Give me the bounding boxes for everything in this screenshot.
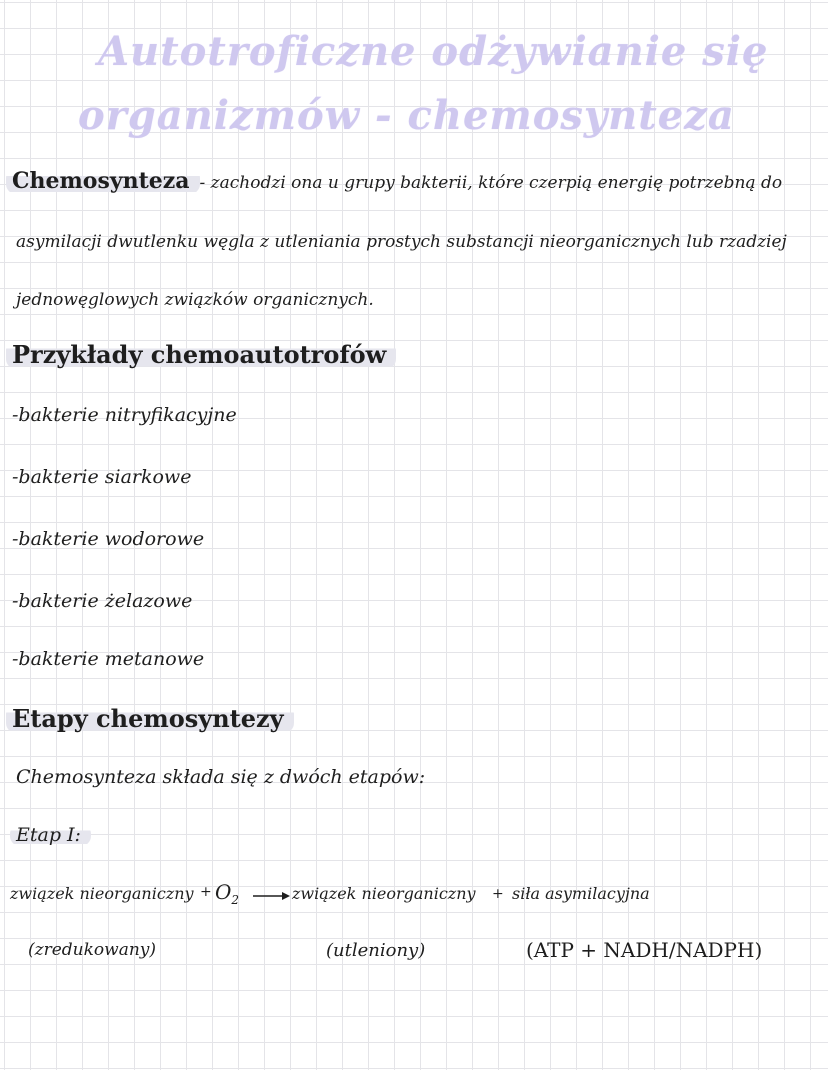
list-item: -bakterie siarkowe bbox=[12, 466, 192, 488]
equation-plus-1: + bbox=[200, 884, 212, 900]
list-item: -bakterie metanowe bbox=[12, 648, 205, 670]
stage-1-label-text: Etap I: bbox=[10, 824, 91, 846]
definition-term: Chemosynteza bbox=[6, 168, 200, 194]
equation-reactant-note: (zredukowany) bbox=[28, 940, 157, 960]
stage-1-label bbox=[10, 824, 91, 846]
equation-oxygen bbox=[215, 880, 239, 907]
equation-plus-2: + bbox=[492, 886, 504, 902]
list-item: -bakterie żelazowe bbox=[12, 590, 193, 612]
equation-energy: siła asymilacyjna bbox=[512, 884, 650, 903]
examples-heading-text: Przykłady chemoautotrofów bbox=[6, 340, 396, 369]
oxygen-symbol: O bbox=[215, 880, 232, 904]
equation-energy-note: (ATP + NADH/NADPH) bbox=[526, 938, 763, 962]
list-item: -bakterie wodorowe bbox=[12, 528, 205, 550]
definition-line-3: jednowęglowych związków organicznych. bbox=[16, 290, 374, 310]
oxygen-subscript: 2 bbox=[231, 893, 240, 907]
definition-line-1 bbox=[6, 168, 782, 194]
reaction-arrow-icon bbox=[252, 890, 292, 902]
equation-reactant: związek nieorganiczny bbox=[10, 884, 194, 903]
stages-heading bbox=[6, 704, 294, 733]
title-line-1: Autotroficzne odżywianie się bbox=[98, 28, 769, 75]
list-item: -bakterie nitryfikacyjne bbox=[12, 404, 237, 426]
equation-product: związek nieorganiczny bbox=[292, 884, 476, 903]
definition-text-1: - zachodzi ona u grupy bakterii, które czerpią energię potrzebną do bbox=[199, 173, 783, 193]
stages-heading-text: Etapy chemosyntezy bbox=[6, 704, 294, 733]
title-line-2: organizmów - chemosynteza bbox=[78, 92, 735, 139]
equation-product-note: (utleniony) bbox=[326, 940, 426, 961]
definition-line-2: asymilacji dwutlenku węgla z utleniania prostych substancji nieorganicznych lub rzadziej bbox=[16, 232, 787, 252]
stages-intro: Chemosynteza składa się z dwóch etapów: bbox=[16, 766, 426, 788]
examples-heading bbox=[6, 340, 396, 369]
